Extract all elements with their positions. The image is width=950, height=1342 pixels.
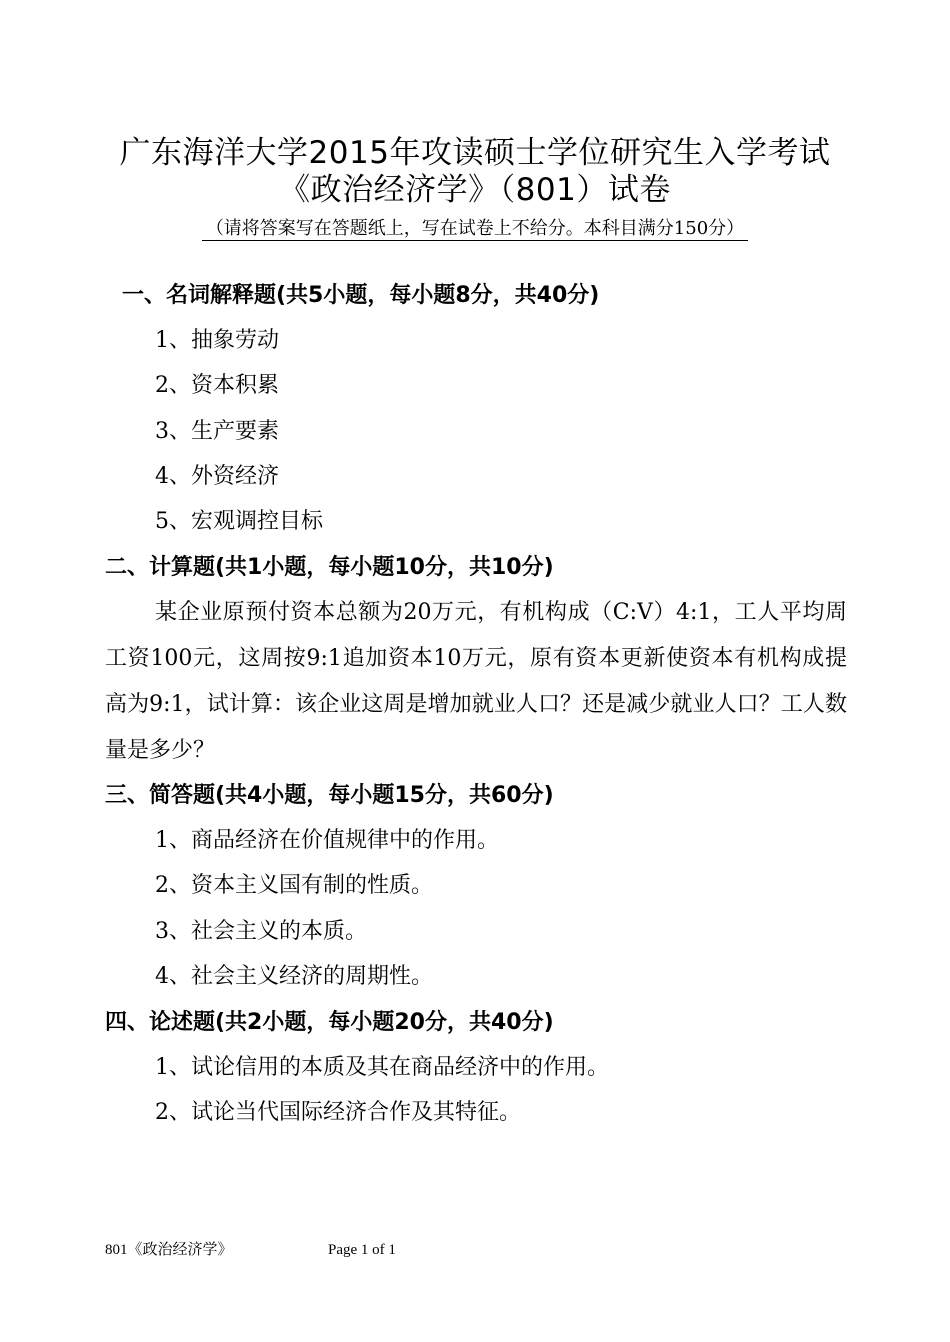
question-item: 4、外资经济 bbox=[155, 464, 279, 489]
question-item: 2、资本主义国有制的性质。 bbox=[155, 873, 433, 898]
question-item: 5、宏观调控目标 bbox=[155, 509, 323, 534]
exam-instructions-text: （请将答案写在答题纸上，写在试卷上不给分。本科目满分150分） bbox=[202, 218, 748, 241]
section-heading-essay: 四、论述题(共2小题，每小题20分，共40分) bbox=[105, 1010, 554, 1035]
footer-course-name: 801《政治经济学》 bbox=[105, 1242, 233, 1258]
question-item: 1、商品经济在价值规律中的作用。 bbox=[155, 828, 499, 853]
exam-title-line-1: 广东海洋大学2015年攻读硕士学位研究生入学考试 bbox=[119, 135, 831, 171]
exam-instructions bbox=[0, 216, 950, 242]
question-item: 3、社会主义的本质。 bbox=[155, 919, 367, 944]
calculation-question-text: 某企业原预付资本总额为20万元，有机构成（C:V）4:1，工人平均周工资100元，这周按9:1追加资本10万元，原有资本更新使资本有机构成提高为9:1，试计算：该企业这周是增加就业人口？还是减少就业人口？工人数量是多少？ bbox=[105, 600, 847, 763]
question-item: 1、抽象劳动 bbox=[155, 328, 279, 353]
question-item: 4、社会主义经济的周期性。 bbox=[155, 964, 433, 989]
footer-page-number: Page 1 of 1 bbox=[328, 1242, 396, 1258]
section-heading-calculation: 二、计算题(共1小题，每小题10分，共10分) bbox=[105, 555, 554, 580]
section-heading-terms: 一、名词解释题(共5小题，每小题8分，共40分) bbox=[122, 283, 600, 308]
question-item: 1、试论信用的本质及其在商品经济中的作用。 bbox=[155, 1055, 609, 1080]
question-item: 2、试论当代国际经济合作及其特征。 bbox=[155, 1100, 521, 1125]
section-heading-short-answer: 三、简答题(共4小题，每小题15分，共60分) bbox=[105, 783, 554, 808]
question-item: 3、生产要素 bbox=[155, 419, 279, 444]
exam-title-line-2: 《政治经济学》（801）试卷 bbox=[279, 172, 671, 208]
question-item: 2、资本积累 bbox=[155, 373, 279, 398]
